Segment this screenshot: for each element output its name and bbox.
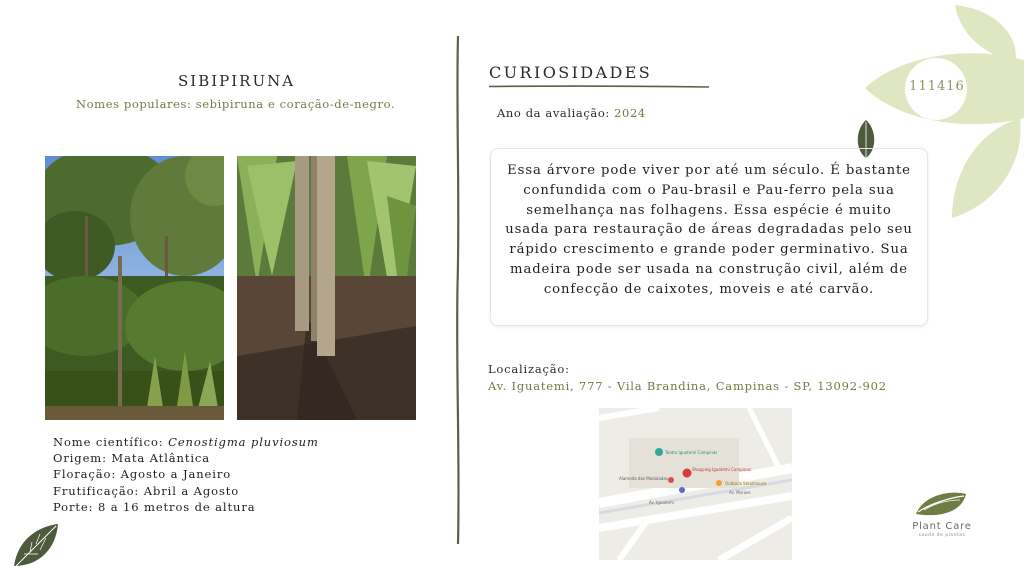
- plant-facts: [53, 434, 319, 515]
- curiosities-title: CURIOSIDADES: [489, 63, 653, 82]
- fact-scientific-label: Nome científico:: [53, 435, 169, 449]
- fact-flowering: Floração: Agosto a Janeiro: [53, 467, 232, 482]
- map-marker-icon: [683, 469, 692, 478]
- column-divider: [454, 36, 462, 544]
- leaf-decoration-icon: [860, 0, 1024, 230]
- fact-scientific-name: [53, 434, 319, 450]
- tree-photo-full: [45, 156, 224, 420]
- location-label: Localização:: [488, 362, 570, 376]
- fact-size: Porte: 8 a 16 metros de altura: [53, 499, 256, 514]
- curiosities-text: Essa árvore pode viver por até um século. É bastante confundida com o Pau-brasil e Pau-ferro pela sua semelhança nas folhagens. Essa espécie é muito usada para restauração de áreas degradadas pelo seu rápido crescimento e grande poder germinativo. Sua madeira pode ser usada na construção civil, além de confecção de caixotes, moveis e até carvão.: [505, 163, 913, 297]
- location-address: Av. Iguatemi, 777 - Vila Brandina, Campinas - SP, 13092-902: [488, 379, 887, 393]
- map-label-road2: Av. Moraes: [729, 490, 751, 495]
- fact-fruiting: Frutificação: Abril a Agosto: [53, 483, 240, 498]
- evaluation-year: [497, 106, 646, 120]
- map-label-place4: Alameda dos Moduladas: [619, 476, 668, 481]
- map-pin-icon: [655, 448, 663, 456]
- leaf-corner-icon: [10, 520, 62, 572]
- logo-name: Plant Care: [912, 521, 972, 532]
- popular-names: Nomes populares: sebipiruna e coração-de-negro.: [76, 97, 396, 111]
- year-value: 2024: [614, 106, 646, 120]
- year-label: Ano da avaliação:: [497, 106, 615, 120]
- title-underline: [489, 85, 709, 88]
- map-label-place1: Teatro Iguatemi Campinas: [665, 450, 718, 455]
- map-label-road1: Av. Iguatemi: [649, 500, 674, 505]
- fact-origin: Origem: Mata Atlântica: [53, 451, 211, 466]
- map-label-place2: Shopping Iguatemi Campinas: [692, 467, 751, 472]
- logo-tagline: saúde de plantas: [918, 533, 966, 538]
- plant-title: SIBIPIRUNA: [178, 72, 296, 90]
- map-label-place3: Outback Steakhouse: [725, 481, 767, 486]
- location-map[interactable]: [599, 408, 792, 560]
- plant-id-badge: 111416: [909, 79, 965, 94]
- fact-scientific-value: Cenostigma pluviosum: [168, 435, 319, 449]
- tree-trunk-photo: [237, 156, 416, 420]
